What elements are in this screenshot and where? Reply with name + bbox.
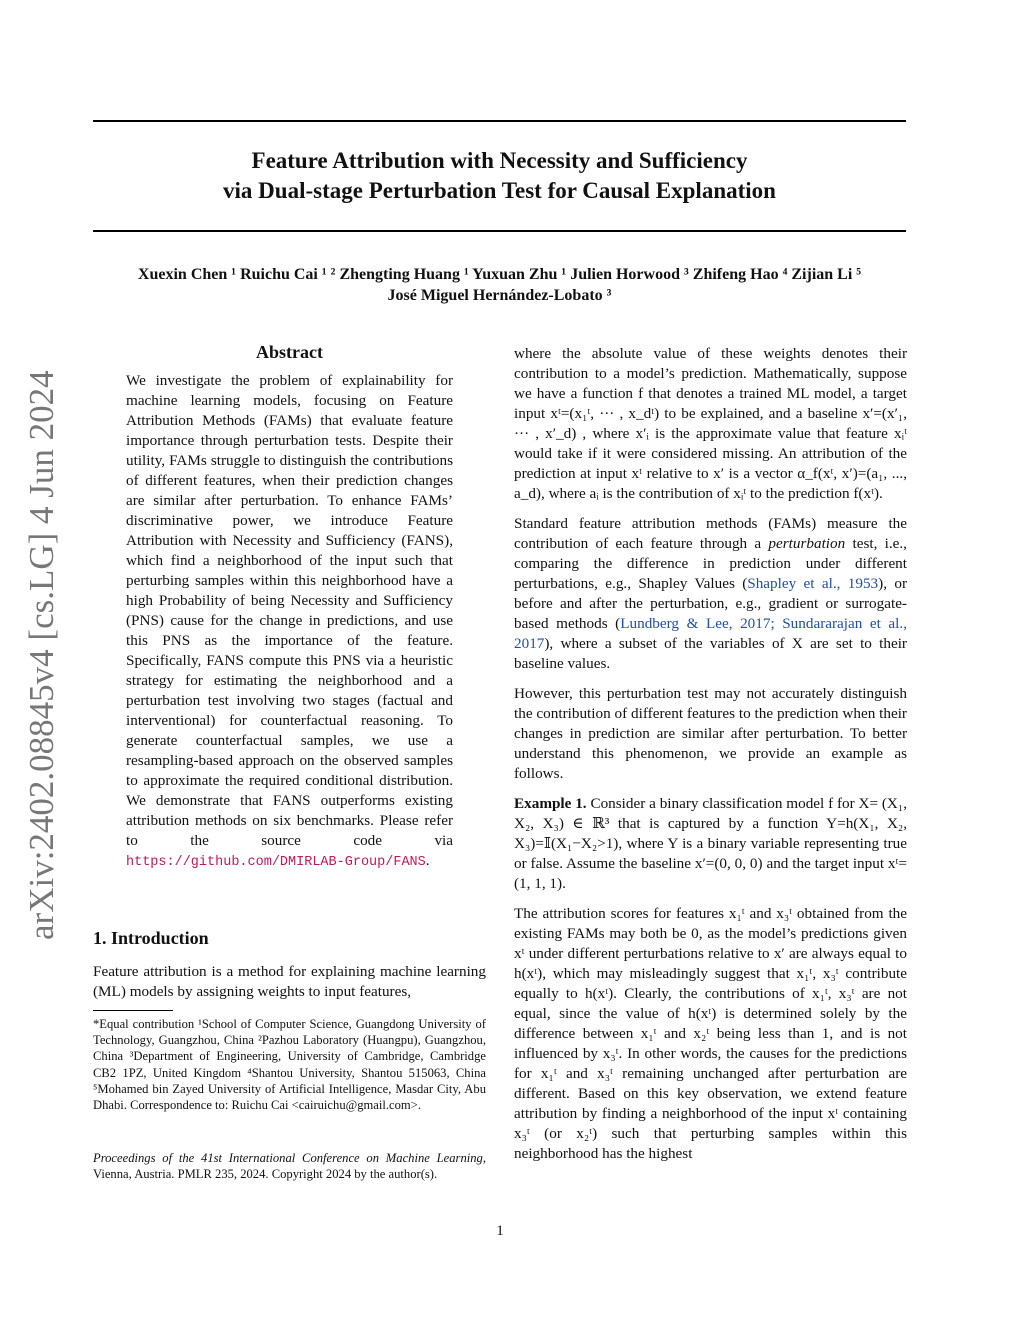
citation-shapley[interactable]: Shapley et al., 1953 <box>747 575 879 592</box>
p2-italic: perturbation <box>768 535 846 552</box>
proceedings-note <box>93 1150 486 1182</box>
arxiv-side-label: arXiv:2402.08845v4 [cs.LG] 4 Jun 2024 <box>22 370 61 940</box>
source-code-link[interactable]: https://github.com/DMIRLAB-Group/FANS <box>126 855 426 870</box>
top-rule <box>93 120 906 122</box>
paper-title <box>93 146 906 206</box>
affiliations-footnote: *Equal contribution ¹School of Computer Science, Guangdong University of Technology, Guangzhou, China ²Pazhou Laboratory (Huangpu), Guangzhou, China ³Department of Engineering, University of Cambridge, Cambridge CB2 1PZ, United Kingdom ⁴Shantou University, Shantou 515063, China ⁵Mohamed bin Zayed University of Artificial Intelligence, Masdar City, Abu Dhabi. Correspondence to: Ruichu Cai <cairuichu@gmail.com>. <box>93 1017 486 1113</box>
p2-text-b: test, i.e., comparing the difference in prediction under different perturbations, e.g., Shapley Values ( <box>514 535 907 592</box>
title-bottom-rule <box>93 230 906 232</box>
footnote-divider <box>93 1010 173 1011</box>
abstract-heading: Abstract <box>256 342 323 362</box>
abstract-body <box>126 371 453 873</box>
authors-line-2: José Miguel Hernández-Lobato ³ <box>387 287 612 304</box>
title-line-1: Feature Attribution with Necessity and Sufficiency <box>251 148 748 173</box>
p2-text-c: ), or before and after the perturbation, e.g., gradient or surrogate-based methods ( <box>514 575 907 632</box>
title-line-2: via Dual-stage Perturbation Test for Causal Explanation <box>223 178 776 203</box>
abstract-text: We investigate the problem of explainability for machine learning models, focusing on Feature Attribution Methods (FAMs) that evaluate feature importance through perturbation tests. Despite their utility, FAMs struggle to distinguish the contributions of different features, when their prediction changes are similar after perturbation. To enhance FAMs’ discriminative power, we introduce Feature Attribution with Necessity and Sufficiency (FANS), which find a neighborhood of the input such that perturbing samples within this neighborhood have a high Probability of being Necessity and Sufficiency (PNS) cause for the change in predictions, and use this PNS as the importance of the feature. Specifically, FANS compute this PNS via a heuristic strategy for estimating the neighborhood and a perturbation test involving two stages (factual and interventional) for counterfactual reasoning. To generate counterfactual samples, we use a resampling-based approach on the observed samples to approximate the required conditional distribution. We demonstrate that FANS outperforms existing attribution methods on six benchmarks. Please refer to the source code via <box>126 372 453 849</box>
abstract-end: . <box>425 852 430 869</box>
authors-line-1: Xuexin Chen ¹ Ruichu Cai ¹ ² Zhengting Huang ¹ Yuxuan Zhu ¹ Julien Horwood ³ Zhifeng Hao ⁴ Zijian Li ⁵ <box>137 266 862 283</box>
author-list <box>93 264 906 306</box>
example-label: Example 1. <box>514 795 587 812</box>
section-heading-introduction: 1. Introduction <box>93 928 209 948</box>
example-text: Consider a binary classification model f for X= (X₁, X₂, X₃) ∈ ℝ³ that is captured by a function Y=h(X₁, X₂, X₃)=𝕀(X₁−X₂>1), where Y is a binary variable representing true or false. Assume the baseline x′=(0, 0, 0) and the target input xᵗ=(1, 1, 1). <box>514 795 907 892</box>
page-number: 1 <box>496 1223 504 1239</box>
citation-lundberg-sundararajan[interactable]: Lundberg & Lee, 2017; Sundararajan et al., 2017 <box>514 615 907 652</box>
example-1 <box>514 794 907 894</box>
right-column <box>514 344 907 1174</box>
p2-text-a: Standard feature attribution methods (FAMs) measure the contribution of each feature through a <box>514 515 907 552</box>
right-paragraph-1: where the absolute value of these weights denotes their contribution to a model’s prediction. Mathematically, suppose we have a function f that denotes a trained ML model, a target input xᵗ=(x₁ᵗ, ··· , x_dᵗ) to be explained, and a baseline x′=(x′₁, ··· , x′_d) , where x′ᵢ is the approximate value that feature xᵢᵗ would take if it were considered missing. An attribution of the prediction at input xᵗ relative to x′ is a vector α_f(xᵗ, x′)=(a₁, ..., a_d), where aᵢ is the contribution of xᵢᵗ to the prediction f(xᵗ). <box>514 345 907 502</box>
proceedings-venue: Proceedings of the 41st International Conference on Machine Learning <box>93 1151 483 1165</box>
right-paragraph-4: The attribution scores for features x₁ᵗ and x₃ᵗ obtained from the existing FAMs may both be 0, as the model’s predictions given xᵗ under different perturbations relative to x′ are always equal to h(xᵗ), which may misleadingly suggest that x₁ᵗ, x₃ᵗ contribute equally to h(xᵗ). Clearly, the contributions of x₁ᵗ, x₃ᵗ are not equal, since the value of h(xᵗ) is determined solely by the difference between x₁ᵗ and x₂ᵗ being less than 1, and is not influenced by x₃ᵗ. In other words, the causes for the predictions for x₁ᵗ and x₃ᵗ remaining unchanged after perturbation are different. Based on this key observation, we extend feature attribution by finding a neighborhood of the input xᵗ containing x₃ᵗ (or x₂ᵗ) such that perturbing samples within this neighborhood has the highest <box>514 905 907 1162</box>
intro-paragraph: Feature attribution is a method for explaining machine learning (ML) models by assigning weights to input features, <box>93 963 486 1000</box>
right-paragraph-2 <box>514 514 907 674</box>
right-paragraph-3: However, this perturbation test may not accurately distinguish the contribution of different features to the prediction when their changes in prediction are similar after perturbation. To better understand this phenomenon, we provide an example as follows. <box>514 685 907 782</box>
p2-text-d: ), where a subset of the variables of X are set to their baseline values. <box>514 635 907 672</box>
proceedings-details: , Vienna, Austria. PMLR 235, 2024. Copyright 2024 by the author(s). <box>93 1151 486 1182</box>
